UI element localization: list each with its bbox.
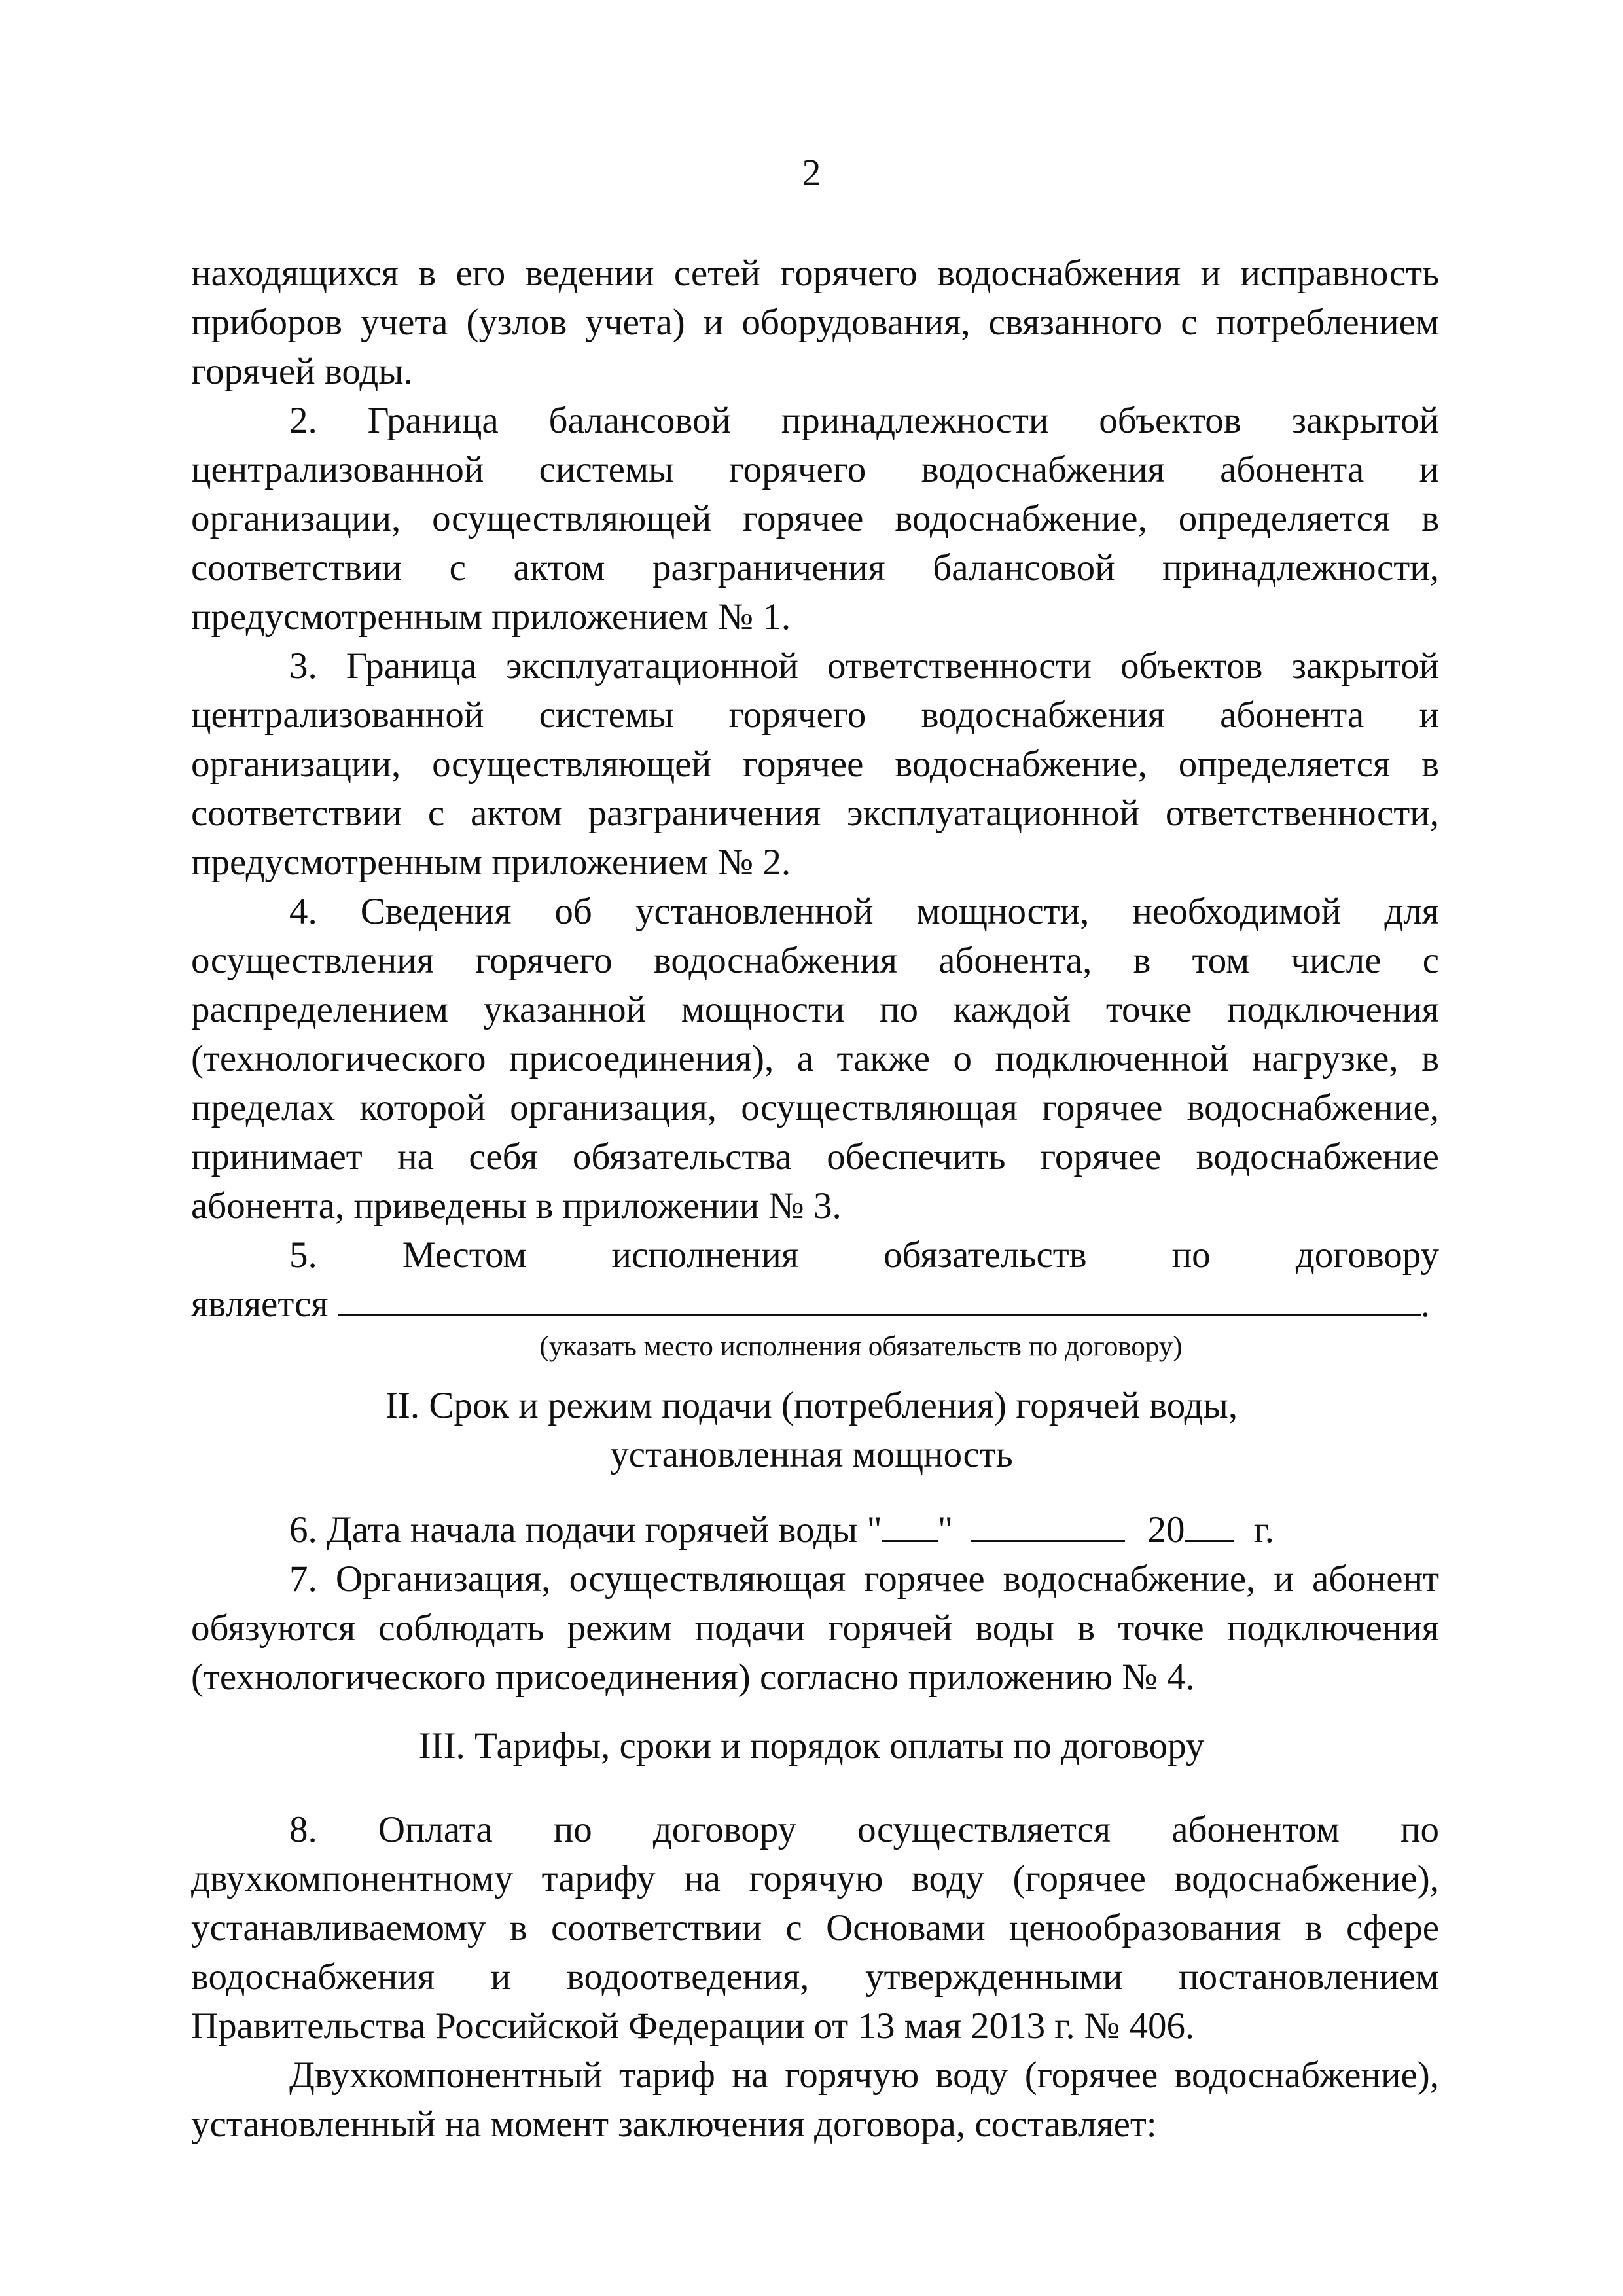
text-line: предусмотренным приложением № 2. [191, 842, 791, 883]
field-hint: (указать место исполнения обязательств по договору) [539, 1331, 1183, 1362]
text-line: установленный на момент заключения договора, составляет: [191, 2104, 1157, 2145]
text-line: 5. Местом исполнения обязательств по договору [289, 1234, 1439, 1276]
paragraph-5 [191, 1230, 1439, 1365]
text-line: находящихся в его ведении сетей горячего водоснабжения и исправность [191, 253, 1439, 294]
text-line: обязуются соблюдать режим подачи горячей воды в точке подключения [191, 1607, 1439, 1649]
text-line: централизованной системы горячего водоснабжения абонента и [191, 694, 1439, 736]
text-line: 4. Сведения об установленной мощности, необходимой для [289, 891, 1439, 932]
text-segment: г. [1253, 1509, 1274, 1551]
page-number: 2 [802, 151, 821, 194]
text-line: приборов учета (узлов учета) и оборудования, связанного с потреблением [191, 302, 1439, 343]
paragraph-7 [191, 1554, 1439, 1702]
paragraph-4 [191, 887, 1439, 1230]
heading-line: установленная мощность [610, 1434, 1013, 1475]
text-segment: 20 [1147, 1509, 1185, 1551]
text-line: горячей воды. [191, 351, 413, 392]
text-segment: является [191, 1283, 329, 1325]
fill-in-day [882, 1507, 938, 1542]
text-line: соответствии с актом разграничения эксплуатационной ответственности, [191, 793, 1439, 834]
fill-in-line [338, 1282, 1421, 1316]
text-line [191, 1505, 1439, 1554]
text-line: предусмотренным приложением № 1. [191, 596, 791, 637]
heading-line: II. Срок и режим подачи (потребления) горячей воды, [385, 1385, 1238, 1426]
text-line: 3. Граница эксплуатационной ответственности объектов закрытой [289, 645, 1439, 687]
paragraph-3 [191, 641, 1439, 887]
text-line [191, 1280, 1439, 1329]
paragraph-2 [191, 396, 1439, 641]
text-line: (технологического присоединения) согласно приложению № 4. [191, 1657, 1195, 1698]
text-line: централизованной системы горячего водоснабжения абонента и [191, 449, 1439, 490]
paragraph-9 [191, 2051, 1439, 2149]
text-line: организации, осуществляющей горячее водоснабжение, определяется в [191, 744, 1439, 785]
fill-in-year [1185, 1507, 1234, 1542]
text-line: 2. Граница балансовой принадлежности объектов закрытой [289, 400, 1439, 441]
text-line: принимает на себя обязательства обеспечить горячее водоснабжение [191, 1136, 1439, 1177]
text-line: двухкомпонентному тарифу на горячую воду (горячее водоснабжение), [191, 1858, 1439, 1899]
section-3-heading [0, 1721, 1623, 1770]
text-line: Правительства Российской Федерации от 13 мая 2013 г. № 406. [191, 2005, 1195, 2047]
text-line: соответствии с актом разграничения балансовой принадлежности, [191, 547, 1439, 588]
text-line: устанавливаемому в соответствии с Основами ценообразования в сфере [191, 1907, 1439, 1948]
paragraph-6 [191, 1505, 1439, 1554]
text-line: 7. Организация, осуществляющая горячее водоснабжение, и абонент [289, 1558, 1439, 1600]
paragraph-8 [191, 1805, 1439, 2051]
section-2-heading [0, 1381, 1623, 1479]
heading-line: III. Тарифы, сроки и порядок оплаты по договору [418, 1725, 1205, 1767]
text-segment: " [937, 1509, 954, 1551]
text-segment: . [1420, 1283, 1430, 1325]
text-line: 8. Оплата по договору осуществляется абонентом по [289, 1809, 1439, 1850]
paragraph-1 [191, 249, 1439, 396]
text-line: водоснабжения и водоотведения, утвержденными постановлением [191, 1956, 1439, 1998]
text-line: абонента, приведены в приложении № 3. [191, 1185, 842, 1227]
text-line: Двухкомпонентный тариф на горячую воду (горячее водоснабжение), [289, 2054, 1439, 2096]
text-line: (технологического присоединения), а также о подключенной нагрузке, в [191, 1038, 1439, 1079]
text-line: распределением указанной мощности по каждой точке подключения [191, 989, 1439, 1030]
fill-in-month [971, 1507, 1125, 1542]
text-line: осуществления горячего водоснабжения абонента, в том числе с [191, 940, 1439, 981]
text-line: пределах которой организация, осуществляющая горячее водоснабжение, [191, 1087, 1439, 1128]
text-line: организации, осуществляющей горячее водоснабжение, определяется в [191, 498, 1439, 539]
text-segment: 6. Дата начала подачи горячей воды " [289, 1509, 882, 1551]
